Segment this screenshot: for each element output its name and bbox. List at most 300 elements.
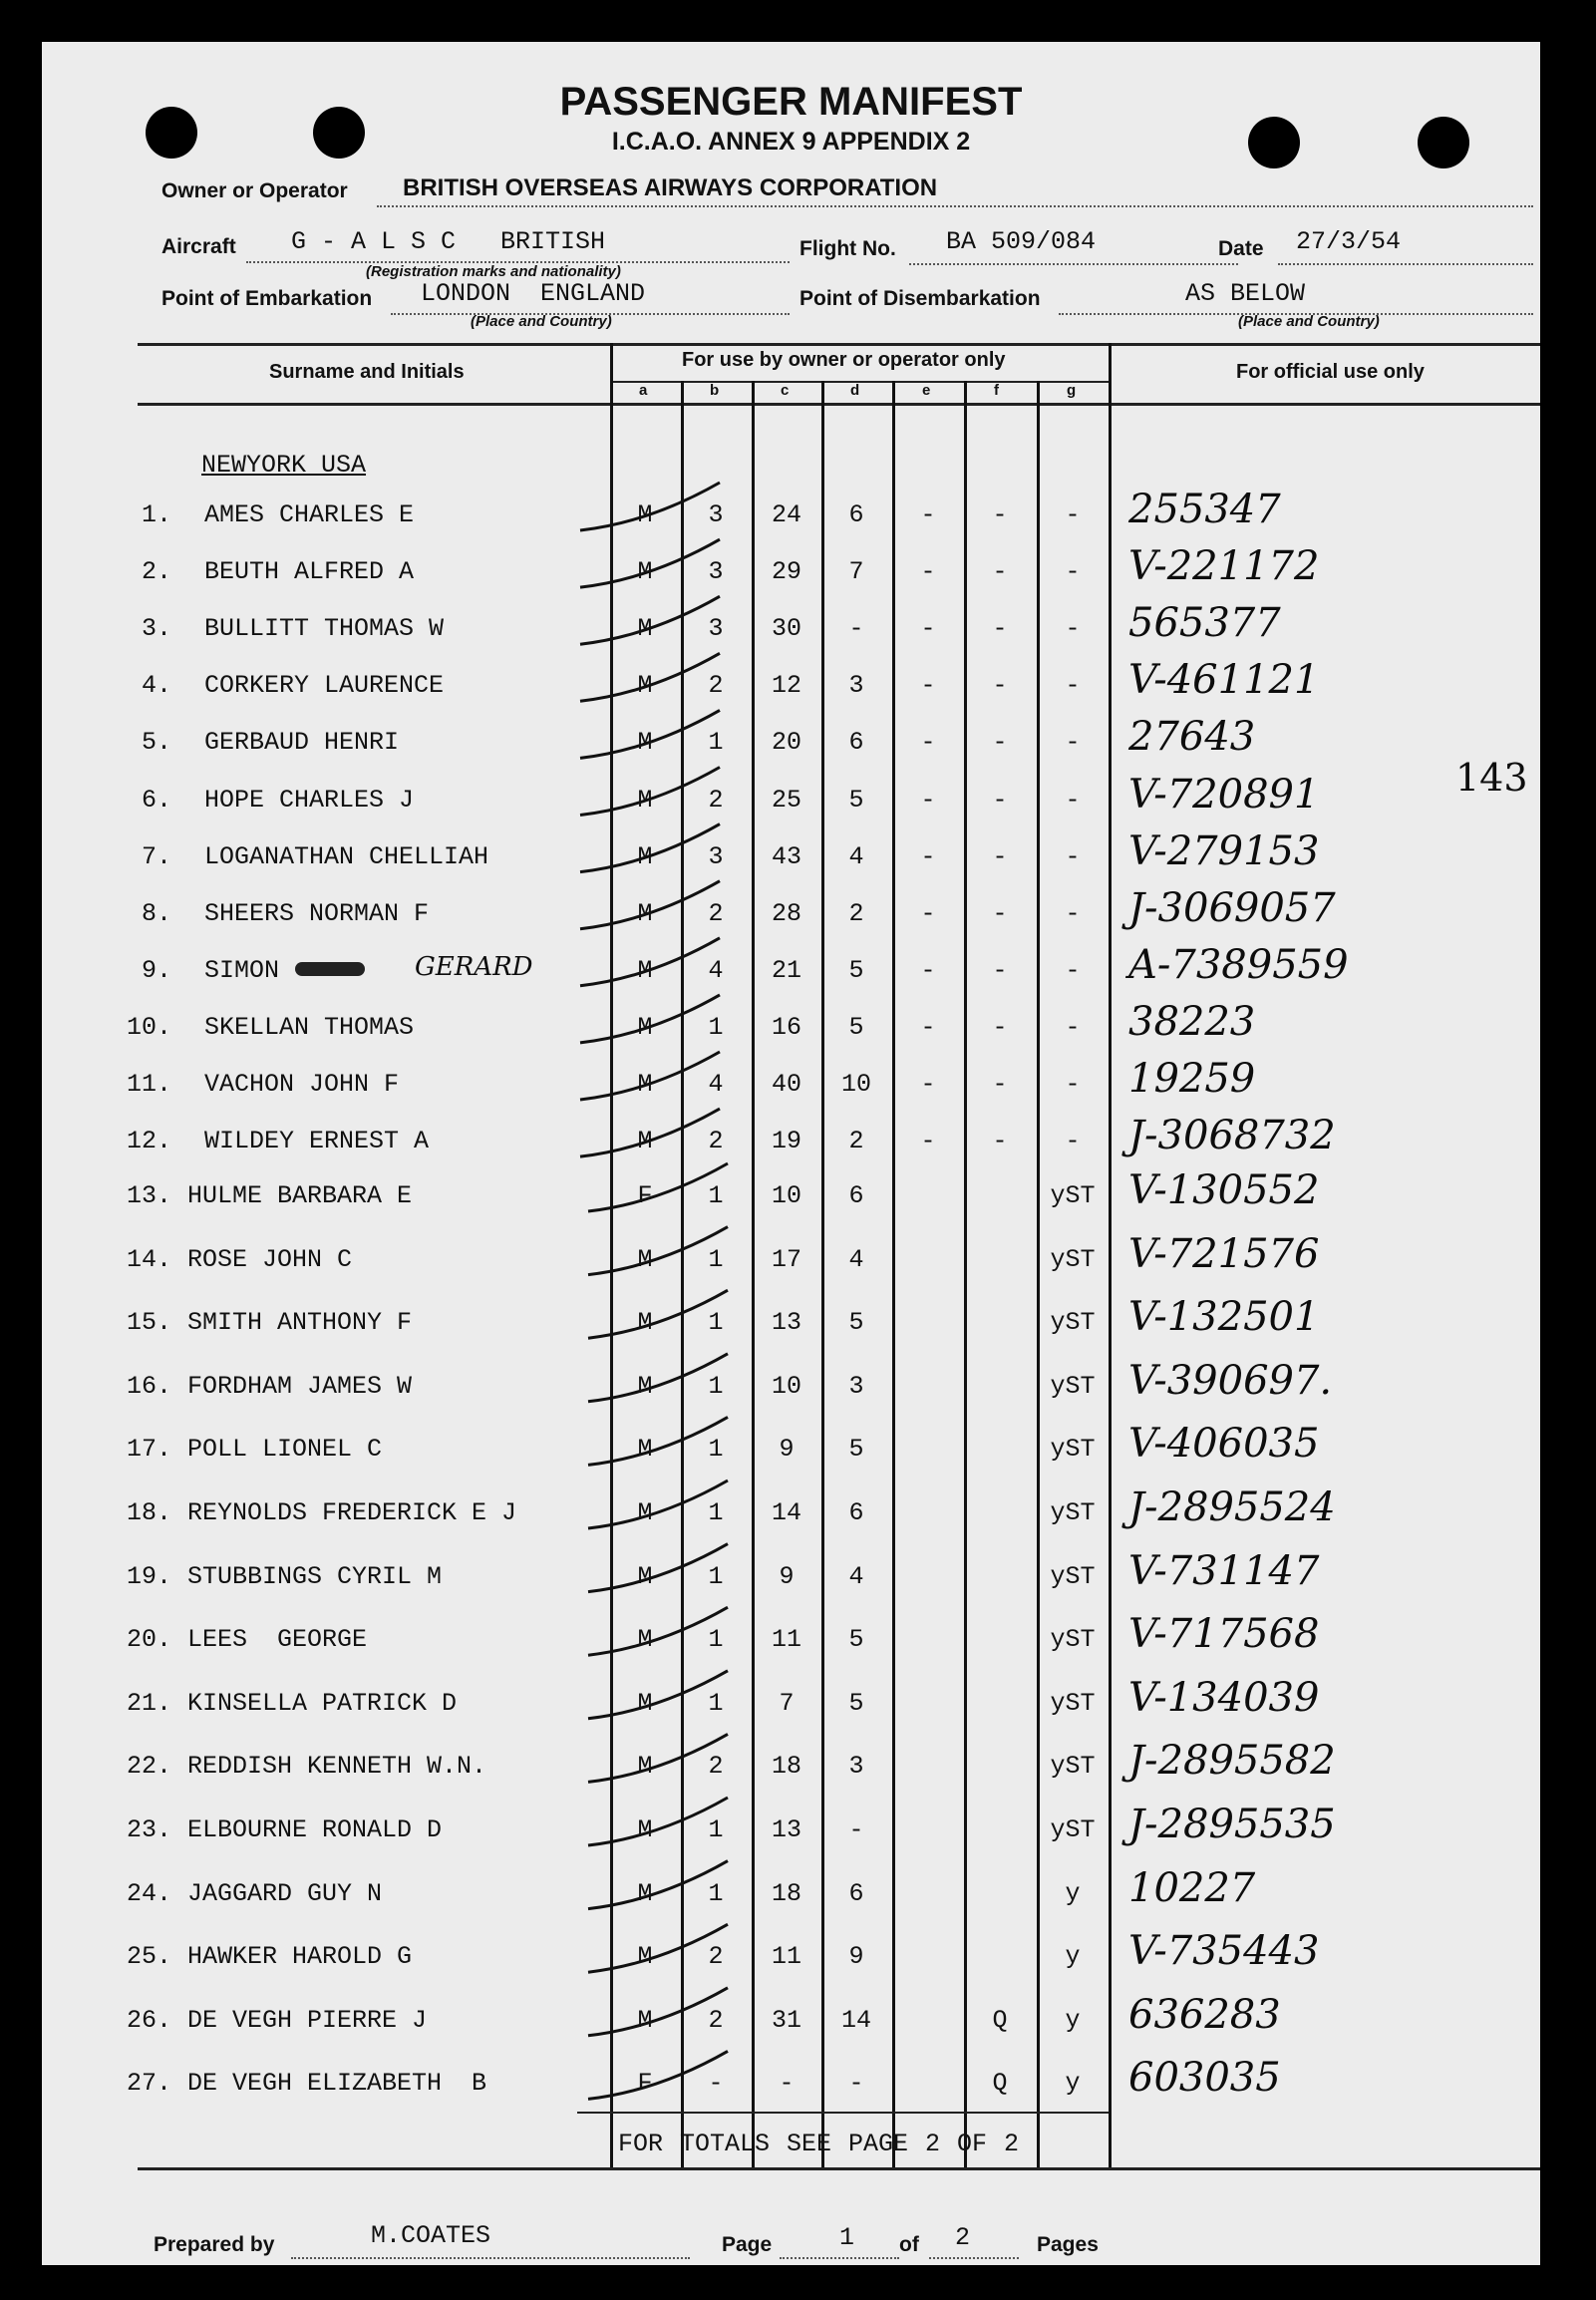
row-number: 13.: [126, 1181, 171, 1210]
cell-d: 5: [848, 955, 864, 985]
cell-a: M: [637, 1878, 653, 1908]
row-number: 15.: [126, 1308, 171, 1338]
subcol-header-f: f: [994, 382, 999, 399]
cell-g: y: [1065, 2005, 1081, 2035]
official-number: J-2895524: [1128, 1484, 1336, 1530]
cell-b: 1: [708, 1815, 724, 1844]
margin-note: 143: [1455, 756, 1528, 800]
cell-b: 3: [708, 841, 724, 871]
official-number: V-406035: [1128, 1421, 1320, 1468]
cell-d: 9: [848, 1942, 864, 1972]
cell-g: -: [1065, 841, 1081, 871]
passenger-name: ELBOURNE RONALD D: [187, 1815, 443, 1844]
official-number: 19259: [1128, 1056, 1256, 1102]
cell-f: -: [992, 728, 1008, 758]
subcol-header-a: a: [639, 382, 648, 399]
cell-d: 6: [848, 1498, 864, 1527]
cell-b: 2: [708, 1752, 724, 1782]
page-subtitle: I.C.A.O. ANNEX 9 APPENDIX 2: [611, 128, 971, 156]
disembarkation-value: AS BELOW: [1185, 279, 1306, 308]
row-number: 3.: [141, 614, 171, 644]
cell-d: 3: [848, 1371, 864, 1401]
cell-c: 19: [771, 1127, 801, 1156]
cell-c: 11: [771, 1942, 801, 1972]
cell-c: 13: [771, 1815, 801, 1844]
cell-a: F: [637, 1181, 653, 1210]
row-number: 6.: [141, 785, 171, 815]
official-number: V-132501: [1128, 1294, 1320, 1341]
cell-c: 11: [771, 1625, 801, 1655]
cell-f: -: [992, 671, 1008, 701]
cell-g: yST: [1050, 1308, 1096, 1338]
check-mark-stroke: [580, 824, 720, 872]
cell-g: -: [1065, 614, 1081, 644]
flight-label: Flight No.: [799, 237, 896, 260]
manifest-sheet: [42, 42, 1540, 2265]
check-mark-stroke: [580, 768, 720, 816]
pages-label: Pages: [1037, 2233, 1099, 2256]
cell-b: 2: [708, 1942, 724, 1972]
owner-use-header: For use by owner or operator only: [682, 349, 1006, 371]
aircraft-note: (Registration marks and nationality): [366, 263, 621, 280]
cell-a: M: [637, 785, 653, 815]
cell-b: 3: [708, 614, 724, 644]
cell-b: 1: [708, 1244, 724, 1274]
subcol-header-d: d: [850, 382, 860, 399]
cell-g: yST: [1050, 1625, 1096, 1655]
cell-c: 43: [771, 841, 801, 871]
row-number: 17.: [126, 1435, 171, 1465]
cell-b: 1: [708, 1561, 724, 1591]
passenger-name: SHEERS NORMAN F: [204, 898, 430, 928]
official-number: V-134039: [1128, 1674, 1320, 1721]
totals-note: FOR TOTALS SEE PAGE 2 OF 2: [618, 2130, 1020, 2158]
cell-c: 24: [771, 500, 801, 529]
cell-c: -: [779, 2069, 795, 2099]
cell-b: 3: [708, 557, 724, 587]
cell-a: M: [637, 557, 653, 587]
official-number: V-731147: [1128, 1547, 1320, 1594]
check-mark-stroke: [580, 881, 720, 929]
cell-a: M: [637, 1561, 653, 1591]
cell-a: M: [637, 671, 653, 701]
cell-b: 2: [708, 2005, 724, 2035]
check-mark-stroke: [588, 2051, 728, 2099]
cell-b: 4: [708, 955, 724, 985]
passenger-name: SIMON: [204, 955, 280, 985]
aircraft-label: Aircraft: [161, 235, 236, 258]
check-mark-stroke: [580, 1109, 720, 1156]
cell-g: yST: [1050, 1752, 1096, 1782]
cell-c: 9: [779, 1561, 795, 1591]
cell-d: 7: [848, 557, 864, 587]
row-number: 27.: [126, 2069, 171, 2099]
cell-a: M: [637, 1435, 653, 1465]
cell-c: 13: [771, 1308, 801, 1338]
cell-e: -: [920, 898, 936, 928]
cell-d: 6: [848, 1181, 864, 1210]
cell-f: -: [992, 1012, 1008, 1042]
flight-value: BA 509/084: [946, 227, 1097, 256]
row-number: 9.: [141, 955, 171, 985]
check-mark-stroke: [588, 1607, 728, 1655]
passenger-name: DE VEGH PIERRE J: [187, 2005, 428, 2035]
official-number: V-130552: [1128, 1167, 1320, 1213]
passenger-name: LEES GEORGE: [187, 1625, 368, 1655]
cell-g: y: [1065, 2069, 1081, 2099]
cell-d: 6: [848, 1878, 864, 1908]
cell-c: 30: [771, 614, 801, 644]
cell-b: 2: [708, 785, 724, 815]
official-number: 38223: [1128, 998, 1256, 1045]
check-mark-stroke: [588, 1988, 728, 2036]
cell-d: -: [848, 1815, 864, 1844]
cell-e: -: [920, 557, 936, 587]
cell-a: M: [637, 898, 653, 928]
cell-c: 9: [779, 1435, 795, 1465]
cell-g: -: [1065, 955, 1081, 985]
cell-b: 2: [708, 1127, 724, 1156]
row-number: 1.: [141, 500, 171, 529]
cell-e: -: [920, 728, 936, 758]
official-number: V-221172: [1128, 543, 1320, 590]
official-number: J-3068732: [1128, 1113, 1336, 1159]
passenger-name: JAGGARD GUY N: [187, 1878, 383, 1908]
cell-a: M: [637, 1752, 653, 1782]
cell-b: 2: [708, 898, 724, 928]
passenger-name: REDDISH KENNETH W.N.: [187, 1752, 487, 1782]
cell-g: -: [1065, 898, 1081, 928]
official-number: 603035: [1128, 2055, 1281, 2102]
cell-c: 18: [771, 1752, 801, 1782]
cell-d: 5: [848, 1688, 864, 1718]
cell-a: M: [637, 1070, 653, 1099]
official-number: J-2895582: [1128, 1738, 1336, 1785]
cell-b: 1: [708, 1688, 724, 1718]
check-mark-stroke: [588, 1924, 728, 1972]
aircraft-value: G - A L S C BRITISH: [291, 227, 606, 256]
cell-b: 2: [708, 671, 724, 701]
cell-f: -: [992, 1127, 1008, 1156]
check-mark-stroke: [580, 539, 720, 587]
passenger-name: BULLITT THOMAS W: [204, 614, 445, 644]
cell-d: -: [848, 614, 864, 644]
cell-g: -: [1065, 785, 1081, 815]
passenger-name: HULME BARBARA E: [187, 1181, 413, 1210]
of-label: of: [899, 2233, 919, 2256]
cell-c: 21: [771, 955, 801, 985]
page-number: 1: [839, 2223, 855, 2252]
cell-d: 4: [848, 841, 864, 871]
check-mark-stroke: [588, 1861, 728, 1909]
cell-d: 3: [848, 671, 864, 701]
cell-b: 1: [708, 1308, 724, 1338]
cell-a: M: [637, 1942, 653, 1972]
cell-g: -: [1065, 1070, 1081, 1099]
cell-e: -: [920, 500, 936, 529]
cell-a: M: [637, 2005, 653, 2035]
passenger-name: GERBAUD HENRI: [204, 728, 400, 758]
cell-a: M: [637, 1127, 653, 1156]
cell-b: 1: [708, 1181, 724, 1210]
official-number: 255347: [1128, 487, 1281, 532]
cell-c: 18: [771, 1878, 801, 1908]
cell-a: M: [637, 500, 653, 529]
official-number: V-279153: [1128, 827, 1320, 874]
official-use-header: For official use only: [1236, 361, 1425, 383]
cell-g: yST: [1050, 1244, 1096, 1274]
cell-d: 5: [848, 1435, 864, 1465]
official-number: V-721576: [1128, 1230, 1320, 1277]
official-number: A-7389559: [1128, 941, 1349, 988]
passenger-name: HOPE CHARLES J: [204, 785, 415, 815]
row-number: 25.: [126, 1942, 171, 1972]
cell-e: -: [920, 614, 936, 644]
passenger-name: DE VEGH ELIZABETH B: [187, 2069, 487, 2099]
passenger-name: LOGANATHAN CHELLIAH: [204, 841, 489, 871]
check-mark-stroke: [588, 1227, 728, 1275]
cell-b: 1: [708, 1435, 724, 1465]
cell-g: -: [1065, 728, 1081, 758]
total-pages: 2: [955, 2223, 971, 2252]
official-number: V-390697.: [1128, 1357, 1333, 1404]
cell-g: -: [1065, 1127, 1081, 1156]
check-mark-stroke: [580, 710, 720, 758]
check-mark-stroke: [580, 596, 720, 644]
cell-b: 1: [708, 728, 724, 758]
row-number: 23.: [126, 1815, 171, 1844]
cell-b: 1: [708, 1625, 724, 1655]
check-mark-stroke: [580, 483, 720, 530]
passenger-name: REYNOLDS FREDERICK E J: [187, 1498, 517, 1527]
cell-f: -: [992, 898, 1008, 928]
cell-b: 1: [708, 1498, 724, 1527]
cell-f: Q: [992, 2069, 1008, 2099]
row-number: 21.: [126, 1688, 171, 1718]
cell-c: 16: [771, 1012, 801, 1042]
cell-a: M: [637, 1308, 653, 1338]
passenger-name: WILDEY ERNEST A: [204, 1127, 430, 1156]
passenger-name: STUBBINGS CYRIL M: [187, 1561, 443, 1591]
cell-g: -: [1065, 671, 1081, 701]
row-number: 8.: [141, 898, 171, 928]
cell-a: F: [637, 2069, 653, 2099]
cell-d: -: [848, 2069, 864, 2099]
check-mark-stroke: [588, 1163, 728, 1211]
owner-label: Owner or Operator: [161, 179, 348, 202]
row-number: 24.: [126, 1878, 171, 1908]
passenger-name: SKELLAN THOMAS: [204, 1012, 415, 1042]
cell-g: -: [1065, 1012, 1081, 1042]
passenger-name: POLL LIONEL C: [187, 1435, 383, 1465]
cell-e: -: [920, 1070, 936, 1099]
cell-a: M: [637, 1625, 653, 1655]
official-number: 10227: [1128, 1864, 1256, 1911]
cell-c: 17: [771, 1244, 801, 1274]
check-mark-stroke: [588, 1354, 728, 1402]
cell-d: 5: [848, 1012, 864, 1042]
cell-g: yST: [1050, 1435, 1096, 1465]
cell-a: M: [637, 1815, 653, 1844]
passenger-name: VACHON JOHN F: [204, 1070, 400, 1099]
passenger-name: HAWKER HAROLD G: [187, 1942, 413, 1972]
cell-a: M: [637, 841, 653, 871]
passenger-name: SMITH ANTHONY F: [187, 1308, 413, 1338]
passenger-name: BEUTH ALFRED A: [204, 557, 415, 587]
cell-f: -: [992, 841, 1008, 871]
official-number: V-735443: [1128, 1928, 1320, 1975]
cell-g: yST: [1050, 1181, 1096, 1210]
cell-g: yST: [1050, 1371, 1096, 1401]
row-number: 22.: [126, 1752, 171, 1782]
cell-c: 40: [771, 1070, 801, 1099]
row-number: 18.: [126, 1498, 171, 1527]
page-title: PASSENGER MANIFEST: [559, 80, 1023, 124]
official-number: V-717568: [1128, 1611, 1320, 1658]
cell-e: -: [920, 785, 936, 815]
cell-c: 12: [771, 671, 801, 701]
check-mark-stroke: [588, 1544, 728, 1592]
passenger-name: KINSELLA PATRICK D: [187, 1688, 458, 1718]
embarkation-value: LONDON ENGLAND: [421, 279, 646, 308]
official-number: V-720891: [1128, 771, 1320, 818]
disembarkation-label: Point of Disembarkation: [799, 287, 1041, 310]
cell-e: -: [920, 1012, 936, 1042]
passenger-name: FORDHAM JAMES W: [187, 1371, 413, 1401]
row-number: 7.: [141, 841, 171, 871]
cell-b: 1: [708, 1878, 724, 1908]
cell-a: M: [637, 1012, 653, 1042]
cell-d: 5: [848, 1308, 864, 1338]
prepared-by-value: M.COATES: [371, 2221, 491, 2250]
cell-e: -: [920, 955, 936, 985]
cell-c: 14: [771, 1498, 801, 1527]
cell-d: 3: [848, 1752, 864, 1782]
destination-heading: NEWYORK USA: [201, 451, 367, 480]
cell-g: yST: [1050, 1561, 1096, 1591]
cell-a: M: [637, 614, 653, 644]
cell-d: 4: [848, 1561, 864, 1591]
date-label: Date: [1218, 237, 1264, 260]
cell-f: Q: [992, 2005, 1008, 2035]
cell-f: -: [992, 955, 1008, 985]
check-mark-stroke: [588, 1290, 728, 1338]
check-mark-stroke: [588, 1417, 728, 1465]
row-number: 10.: [126, 1012, 171, 1042]
cell-a: M: [637, 1498, 653, 1527]
page-label: Page: [722, 2233, 773, 2256]
cell-e: -: [920, 1127, 936, 1156]
cell-c: 10: [771, 1181, 801, 1210]
disembarkation-note: (Place and Country): [1238, 313, 1380, 330]
row-number: 26.: [126, 2005, 171, 2035]
cell-b: 4: [708, 1070, 724, 1099]
passenger-name: CORKERY LAURENCE: [204, 671, 445, 701]
cell-g: yST: [1050, 1498, 1096, 1527]
check-mark-stroke: [588, 1798, 728, 1845]
row-number: 16.: [126, 1371, 171, 1401]
cell-e: -: [920, 841, 936, 871]
cell-a: M: [637, 1244, 653, 1274]
cell-d: 4: [848, 1244, 864, 1274]
cell-g: y: [1065, 1878, 1081, 1908]
cell-b: 3: [708, 500, 724, 529]
cell-d: 6: [848, 728, 864, 758]
cell-g: -: [1065, 557, 1081, 587]
pen-check-marks: [42, 42, 1540, 2265]
official-number: 636283: [1128, 1991, 1281, 2038]
check-mark-stroke: [588, 1671, 728, 1719]
official-number: V-461121: [1128, 657, 1320, 704]
cell-d: 5: [848, 785, 864, 815]
subcol-header-b: b: [710, 382, 720, 399]
check-mark-stroke: [588, 1480, 728, 1528]
cell-c: 10: [771, 1371, 801, 1401]
cell-d: 2: [848, 898, 864, 928]
cell-b: 1: [708, 1371, 724, 1401]
row-number: 19.: [126, 1561, 171, 1591]
cell-d: 10: [840, 1070, 871, 1099]
official-number: J-3069057: [1128, 884, 1336, 931]
subcol-header-c: c: [781, 382, 790, 399]
cell-c: 28: [771, 898, 801, 928]
cell-g: yST: [1050, 1815, 1096, 1844]
cell-g: yST: [1050, 1688, 1096, 1718]
row-number: 11.: [126, 1070, 171, 1099]
cell-b: 1: [708, 1012, 724, 1042]
cell-d: 2: [848, 1127, 864, 1156]
cell-c: 29: [771, 557, 801, 587]
cell-f: -: [992, 785, 1008, 815]
row-number: 2.: [141, 557, 171, 587]
passenger-name: AMES CHARLES E: [204, 500, 415, 529]
subcol-header-g: g: [1067, 382, 1077, 399]
official-number: 565377: [1128, 600, 1281, 647]
check-mark-stroke: [580, 1052, 720, 1100]
date-value: 27/3/54: [1296, 227, 1402, 256]
cell-a: M: [637, 955, 653, 985]
row-number: 14.: [126, 1244, 171, 1274]
cell-a: M: [637, 1688, 653, 1718]
row-number: 4.: [141, 671, 171, 701]
row-number: 20.: [126, 1625, 171, 1655]
cell-a: M: [637, 1371, 653, 1401]
check-mark-stroke: [580, 938, 720, 986]
embarkation-label: Point of Embarkation: [161, 287, 373, 310]
cell-f: -: [992, 1070, 1008, 1099]
row-number: 5.: [141, 728, 171, 758]
cell-c: 7: [779, 1688, 795, 1718]
cell-d: 14: [840, 2005, 871, 2035]
embarkation-note: (Place and Country): [471, 313, 612, 330]
cell-f: -: [992, 614, 1008, 644]
passenger-name: ROSE JOHN C: [187, 1244, 353, 1274]
owner-value: BRITISH OVERSEAS AIRWAYS CORPORATION: [403, 174, 938, 201]
check-mark-stroke: [588, 1734, 728, 1782]
official-number: J-2895535: [1128, 1802, 1336, 1847]
surname-header: Surname and Initials: [269, 361, 465, 383]
cell-c: 20: [771, 728, 801, 758]
prepared-by-label: Prepared by: [154, 2233, 275, 2256]
check-mark-stroke: [580, 995, 720, 1043]
cell-d: 5: [848, 1625, 864, 1655]
cell-g: y: [1065, 1942, 1081, 1972]
cell-c: 25: [771, 785, 801, 815]
check-mark-stroke: [580, 653, 720, 701]
cell-f: -: [992, 500, 1008, 529]
cell-d: 6: [848, 500, 864, 529]
subcol-header-e: e: [922, 382, 931, 399]
